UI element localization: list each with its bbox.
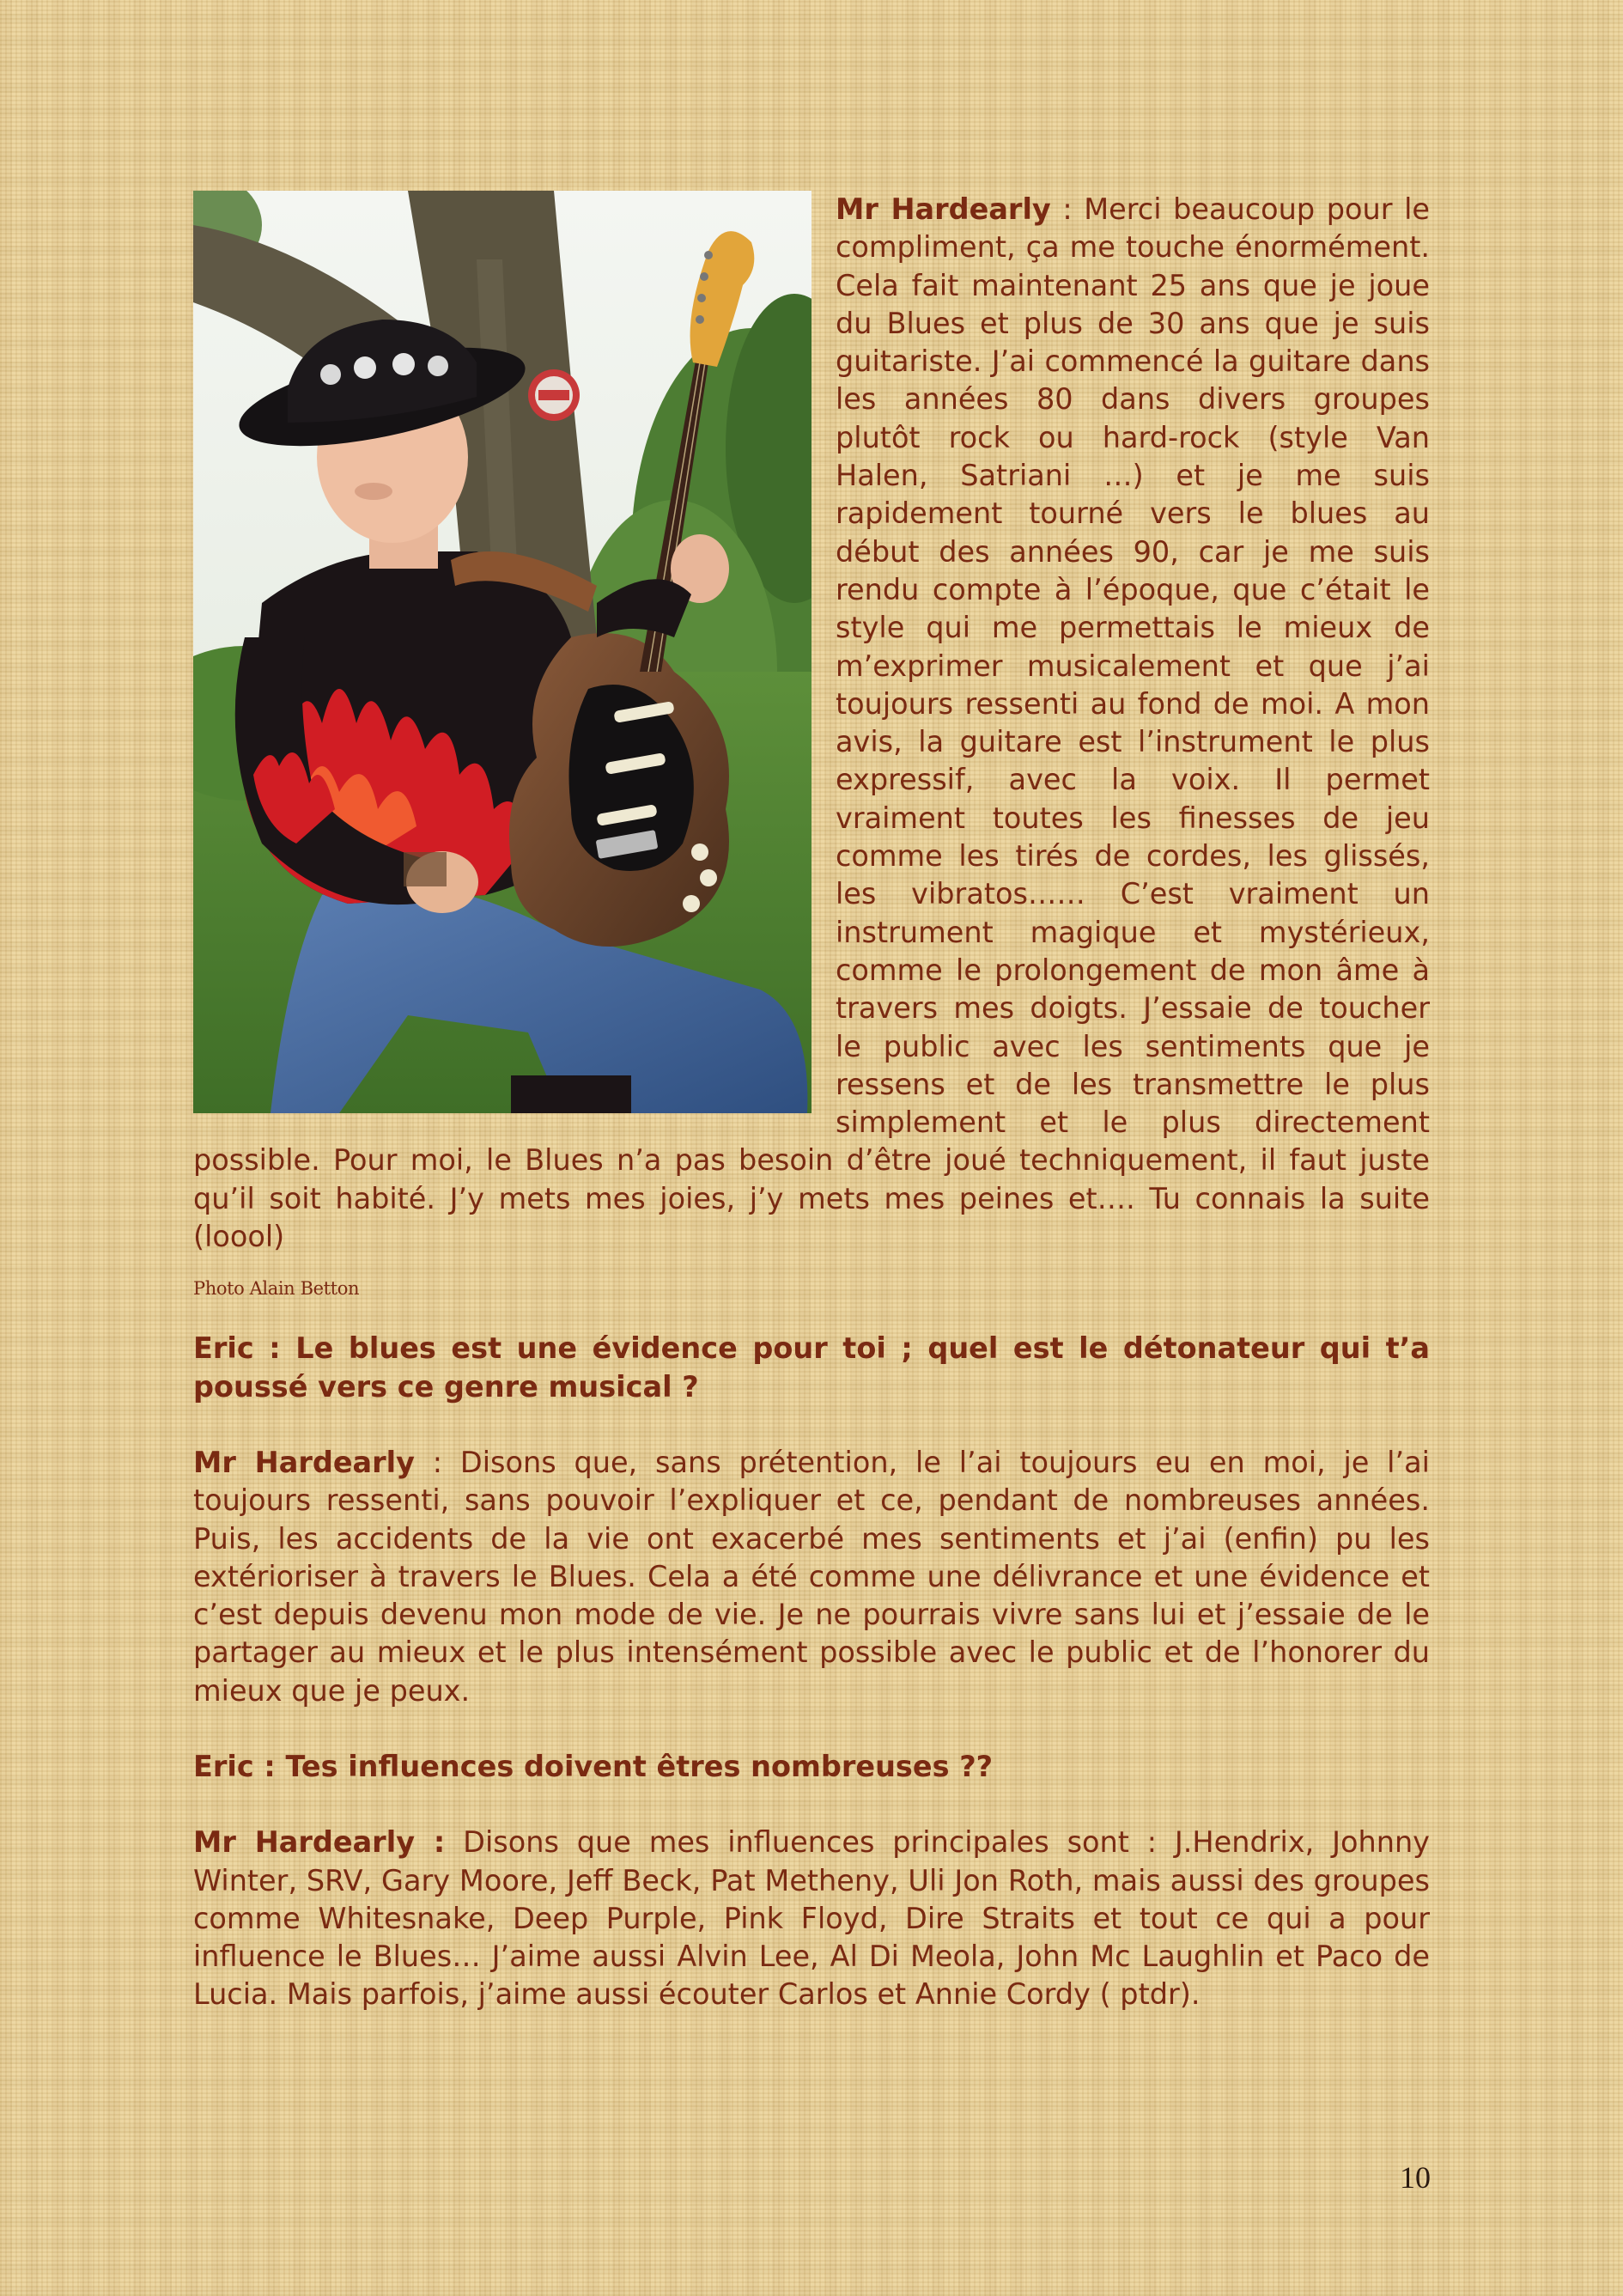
photo-caption: Photo Alain Betton bbox=[193, 1278, 360, 1300]
answer-text: Merci beaucoup pour le compliment, ça me touche énormément. Cela fait maintenant 25 ans que je joue du Blues et plus de 30 ans que je suis guitariste. J’ai commencé la guitare dans les années 80 dans divers groupes plutôt rock ou hard-rock (style Van Halen, Satriani …) et je me suis rapidement tourné vers le blues au début des années 90, car je me suis rendu compte à l’époque, que c’était le style qui me permettais le mieux de m’exprimer musicalement et que j’ai toujours ressenti au fond de moi. A mon avis, la guitare est l’instrument le plus expressif, avec la voix. Il permet vraiment toutes les finesses de jeu comme les tirés de cordes, les glissés, les vibratos…… C’est vraiment un instrument magique et mystérieux, comme le prolongement de mon âme à travers mes doigts. J’essaie de toucher le public avec les sentiments que je ressens et de les transmettre le plus simplement et le plus directement possible. Pour moi, le Blues n’a pas besoin d’être joué techniquement, il faut juste qu’il soit habité. J’y mets mes joies, j’y mets mes peines et…. Tu connais la suite (loool) bbox=[193, 192, 1431, 1254]
speaker-separator: : bbox=[1050, 192, 1085, 226]
answer-paragraph-3 bbox=[193, 1824, 1430, 2013]
speaker-label: Mr Hardearly bbox=[193, 1445, 415, 1479]
question-2: Eric : Tes influences doivent êtres nombreuses ?? bbox=[193, 1749, 994, 1783]
speaker-label: Mr Hardearly bbox=[836, 192, 1051, 226]
speaker-separator: : bbox=[415, 1445, 460, 1479]
speaker-separator bbox=[445, 1825, 463, 1859]
answer-paragraph-1 bbox=[193, 191, 1430, 1256]
page-number: 10 bbox=[1400, 2160, 1431, 2195]
speaker-label: Mr Hardearly : bbox=[193, 1825, 446, 1860]
guitarist-photo bbox=[193, 191, 812, 1113]
answer-text: Disons que, sans prétention, le l’ai toujours eu en moi, je l’ai toujours ressenti, sans pouvoir l’expliquer et ce, pendant de nombreuses années. Puis, les accidents de la vie ont exacerbé mes sentiments et j’ai (enfin) pu les extérioriser à travers le Blues. Cela a été comme une délivrance et une évidence et c’est depuis devenu mon mode de vie. Je ne pourrais vivre sans lui et j’essaie de le partager au mieux et le plus intensément possible avec le public et de l’honorer du mieux que je peux. bbox=[193, 1445, 1430, 1708]
guitarist-photo-icon bbox=[193, 191, 812, 1113]
question-1: Eric : Le blues est une évidence pour toi ; quel est le détonateur qui t’a poussé vers ce genre musical ? bbox=[193, 1331, 1430, 1404]
answer-paragraph-2 bbox=[193, 1444, 1430, 1710]
answer-text: Disons que mes influences principales sont : J.Hendrix, Johnny Winter, SRV, Gary Moore, Jeff Beck, Pat Metheny, Uli Jon Roth, mais aussi des groupes comme Whitesnake, Deep Purple, Pink Floyd, Dire Straits et tout ce qui a pour influence le Blues… J’aime aussi Alvin Lee, Al Di Meola, John Mc Laughlin et Paco de Lucia. Mais parfois, j’aime aussi écouter Carlos et Annie Cordy ( ptdr). bbox=[193, 1825, 1430, 2012]
article-content bbox=[193, 191, 1430, 2014]
